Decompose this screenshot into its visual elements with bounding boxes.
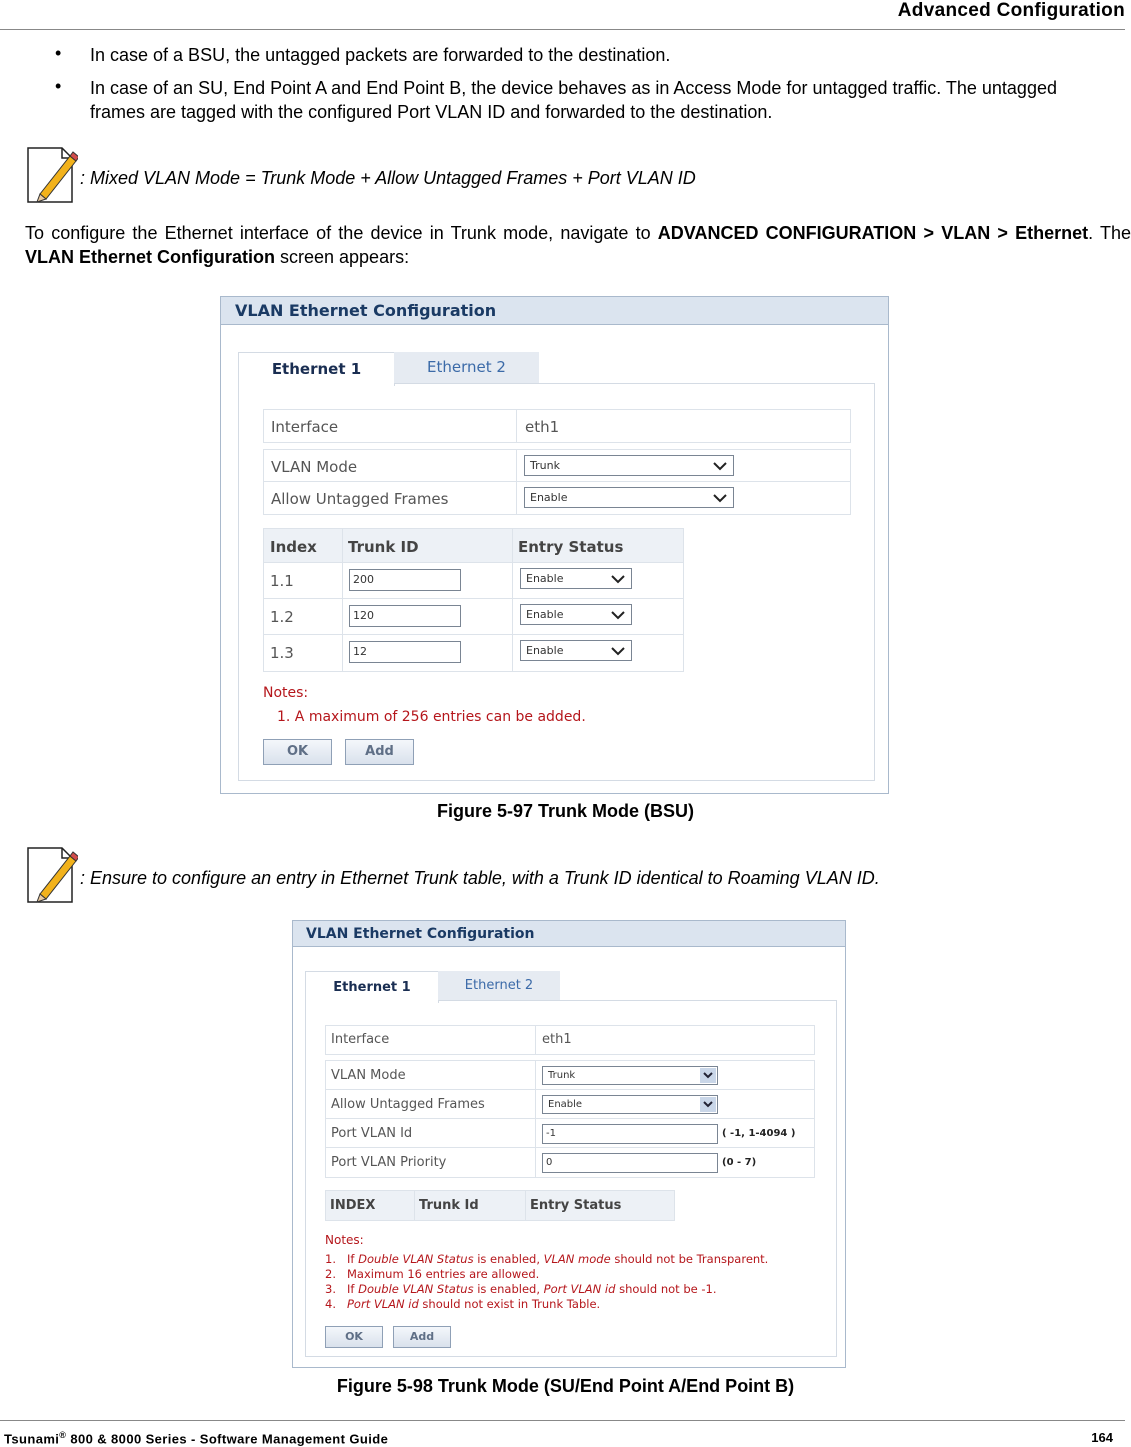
para-text: . The bbox=[1088, 223, 1131, 243]
row-divider bbox=[264, 598, 683, 599]
note-item bbox=[325, 1297, 768, 1312]
note-em: VLAN mode bbox=[543, 1252, 611, 1266]
settings-rows bbox=[325, 1060, 815, 1178]
bullet-marker: • bbox=[55, 43, 62, 63]
port-vlan-id-label: Port VLAN Id bbox=[331, 1126, 413, 1141]
row-index: 1.3 bbox=[270, 644, 294, 662]
vlan-mode-label: VLAN Mode bbox=[271, 458, 358, 476]
footer-guide-title bbox=[4, 1430, 388, 1446]
header-divider bbox=[0, 29, 1125, 30]
figure-2-screenshot bbox=[292, 920, 846, 1368]
col-divider bbox=[342, 529, 343, 671]
note-em: Double VLAN Status bbox=[358, 1282, 474, 1296]
tab-ethernet-1[interactable]: Ethernet 1 bbox=[305, 971, 439, 1003]
bullet-text: In case of a BSU, the untagged packets are forwarded to the destination. bbox=[90, 45, 671, 65]
notes-list bbox=[325, 1252, 768, 1312]
row-divider bbox=[326, 1089, 814, 1090]
note-em: Port VLAN id bbox=[543, 1282, 616, 1296]
trunk-table-header bbox=[325, 1190, 675, 1221]
cell-divider bbox=[535, 1061, 536, 1177]
row-index: 1.2 bbox=[270, 608, 294, 626]
mode-rows bbox=[263, 449, 851, 515]
guide-name: 800 & 8000 Series - Software Management Guide bbox=[66, 1431, 389, 1447]
allow-untagged-label: Allow Untagged Frames bbox=[271, 490, 449, 508]
footer-divider bbox=[0, 1420, 1125, 1421]
allow-untagged-select[interactable] bbox=[542, 1095, 718, 1114]
brand-name: Tsunami bbox=[4, 1431, 60, 1447]
col-entry-status: Entry Status bbox=[530, 1198, 622, 1213]
interface-value: eth1 bbox=[542, 1032, 572, 1047]
panel-title: VLAN Ethernet Configuration bbox=[221, 297, 888, 325]
note-text: is enabled, bbox=[473, 1252, 544, 1266]
note-num: 4. bbox=[325, 1297, 336, 1311]
chevron-down-icon bbox=[711, 456, 729, 475]
note-text: should not exist in Trunk Table. bbox=[418, 1297, 601, 1311]
port-vlan-id-range: ( -1, 1-4094 ) bbox=[722, 1128, 796, 1139]
figure-1-screenshot bbox=[220, 296, 889, 794]
trunk-table bbox=[263, 528, 684, 672]
cell-divider bbox=[535, 1026, 536, 1054]
chevron-down-icon bbox=[609, 569, 627, 588]
note-text: : Mixed VLAN Mode = Trunk Mode + Allow Untagged Frames + Port VLAN ID bbox=[80, 168, 696, 188]
registered-mark: ® bbox=[59, 1430, 67, 1440]
row-index: 1.1 bbox=[270, 572, 294, 590]
port-vlan-id-input[interactable]: -1 bbox=[542, 1124, 718, 1144]
col-divider bbox=[525, 1191, 526, 1220]
note-text: should not be Transparent. bbox=[610, 1252, 769, 1266]
note-num: 1. bbox=[325, 1252, 336, 1266]
notes-title: Notes: bbox=[263, 685, 309, 701]
row-divider bbox=[264, 562, 683, 563]
notes-title: Notes: bbox=[325, 1233, 364, 1247]
chevron-down-icon bbox=[609, 641, 627, 660]
note-em: Double VLAN Status bbox=[358, 1252, 474, 1266]
vlan-mode-select[interactable] bbox=[542, 1066, 718, 1085]
interface-label: Interface bbox=[271, 418, 339, 436]
col-index: INDEX bbox=[330, 1198, 376, 1213]
vlan-mode-value: Trunk bbox=[548, 1070, 576, 1081]
note-text: If bbox=[347, 1282, 359, 1296]
allow-untagged-value: Enable bbox=[548, 1099, 583, 1110]
trunk-id-input[interactable]: 12 bbox=[349, 641, 461, 663]
intro-paragraph bbox=[25, 221, 1131, 269]
cell-divider bbox=[516, 410, 517, 442]
col-index: Index bbox=[270, 538, 317, 556]
allow-untagged-select[interactable] bbox=[524, 487, 734, 508]
panel-title: VLAN Ethernet Configuration bbox=[293, 921, 845, 947]
note-item: 1. A maximum of 256 entries can be added. bbox=[277, 709, 586, 725]
note-item bbox=[325, 1267, 768, 1282]
row-divider bbox=[264, 634, 683, 635]
note-item bbox=[325, 1282, 768, 1297]
note-text: Maximum 16 entries are allowed. bbox=[347, 1267, 540, 1281]
figure-1-caption: Figure 5-97 Trunk Mode (BSU) bbox=[436, 801, 695, 821]
cell-divider bbox=[516, 450, 517, 514]
tab-ethernet-1[interactable]: Ethernet 1 bbox=[238, 352, 395, 386]
port-vlan-priority-label: Port VLAN Priority bbox=[331, 1155, 447, 1170]
figure-2-caption: Figure 5-98 Trunk Mode (SU/End Point A/End Point B) bbox=[336, 1376, 795, 1396]
bullet-marker: • bbox=[55, 76, 62, 96]
note-text: should not be -1. bbox=[615, 1282, 717, 1296]
row-divider bbox=[264, 481, 850, 482]
pencil-note-icon bbox=[26, 146, 78, 204]
entry-status-select[interactable] bbox=[520, 640, 632, 661]
col-trunk-id: Trunk ID bbox=[348, 538, 419, 556]
entry-status-value: Enable bbox=[526, 644, 564, 657]
trunk-id-input[interactable]: 200 bbox=[349, 569, 461, 591]
note-text: is enabled, bbox=[473, 1282, 544, 1296]
port-vlan-priority-range: (0 - 7) bbox=[722, 1157, 757, 1168]
ok-button[interactable]: OK bbox=[325, 1326, 383, 1348]
vlan-mode-select[interactable] bbox=[524, 455, 734, 476]
chevron-down-icon bbox=[609, 605, 627, 624]
col-entry-status: Entry Status bbox=[518, 538, 624, 556]
col-divider bbox=[414, 1191, 415, 1220]
interface-row bbox=[325, 1025, 815, 1055]
pencil-note-icon bbox=[26, 846, 78, 904]
interface-row bbox=[263, 409, 851, 443]
col-divider bbox=[512, 529, 513, 671]
allow-untagged-label: Allow Untagged Frames bbox=[331, 1097, 485, 1112]
nav-path: ADVANCED CONFIGURATION > VLAN > Ethernet bbox=[657, 223, 1089, 243]
note-num: 3. bbox=[325, 1282, 336, 1296]
chevron-down-icon bbox=[711, 488, 729, 507]
chevron-down-icon bbox=[700, 1068, 716, 1083]
page-header-title: Advanced Configuration bbox=[897, 0, 1125, 21]
entry-status-select[interactable] bbox=[520, 568, 632, 589]
para-text: screen appears: bbox=[275, 247, 410, 267]
note-text: If bbox=[347, 1252, 359, 1266]
vlan-mode-label: VLAN Mode bbox=[331, 1068, 406, 1083]
trunk-id-input[interactable]: 120 bbox=[349, 605, 461, 627]
ok-button[interactable]: OK bbox=[263, 739, 332, 765]
note-num: 2. bbox=[325, 1267, 336, 1281]
row-divider bbox=[326, 1147, 814, 1148]
add-button[interactable]: Add bbox=[345, 739, 414, 765]
entry-status-value: Enable bbox=[526, 572, 564, 585]
interface-value: eth1 bbox=[525, 418, 560, 436]
port-vlan-priority-input[interactable]: 0 bbox=[542, 1153, 718, 1173]
chevron-down-icon bbox=[700, 1097, 716, 1112]
screen-name: VLAN Ethernet Configuration bbox=[25, 247, 275, 267]
bullet-text: In case of an SU, End Point A and End Point B, the device behaves as in Access Mode for untagged traffic. The untagged frames are tagged with the configured Port VLAN ID and forwarded to the destination. bbox=[90, 78, 1057, 122]
tab-ethernet-2[interactable]: Ethernet 2 bbox=[438, 971, 560, 1000]
page-number: 164 bbox=[1091, 1430, 1113, 1445]
entry-status-select[interactable] bbox=[520, 604, 632, 625]
row-divider bbox=[326, 1118, 814, 1119]
interface-label: Interface bbox=[331, 1032, 390, 1047]
para-text: To configure the Ethernet interface of the device in Trunk mode, navigate to bbox=[25, 223, 658, 243]
vlan-mode-value: Trunk bbox=[530, 459, 560, 472]
entry-status-value: Enable bbox=[526, 608, 564, 621]
allow-untagged-value: Enable bbox=[530, 491, 568, 504]
tab-ethernet-2[interactable]: Ethernet 2 bbox=[394, 352, 539, 383]
note-text: : Ensure to configure an entry in Ethernet Trunk table, with a Trunk ID identical to Roaming VLAN ID. bbox=[80, 868, 880, 888]
col-trunk-id: Trunk Id bbox=[419, 1198, 479, 1213]
note-item bbox=[325, 1252, 768, 1267]
add-button[interactable]: Add bbox=[393, 1326, 451, 1348]
note-em: Port VLAN id bbox=[347, 1297, 419, 1311]
